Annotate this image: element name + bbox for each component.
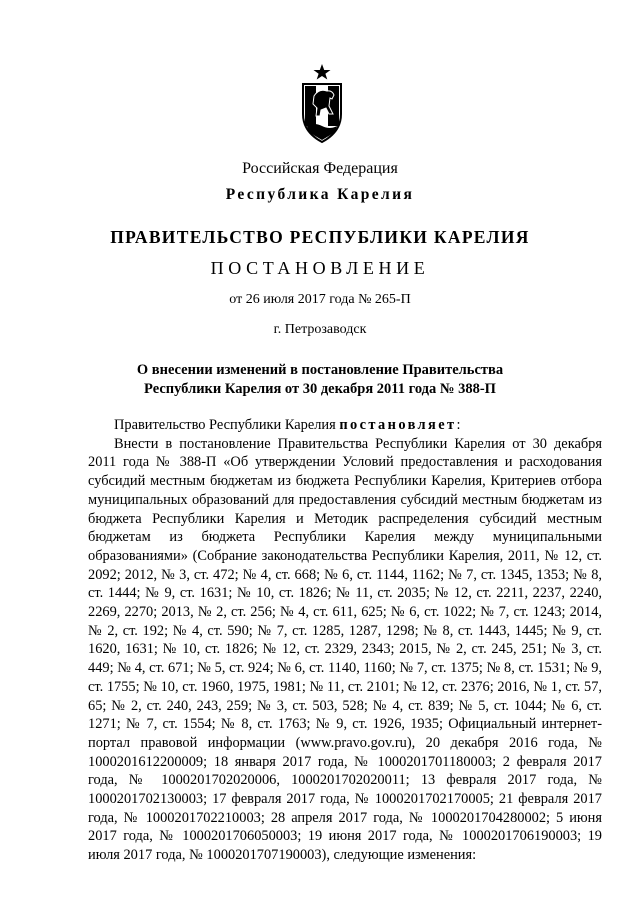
decree-title-line-1: О внесении изменений в постановление Правительства — [136, 362, 504, 378]
intro-verb: постановляет — [339, 417, 457, 433]
decree-body — [88, 416, 602, 865]
decree-title — [0, 361, 640, 399]
intro-subject: Правительство Республики Карелия — [114, 417, 340, 433]
intro-colon: : — [456, 417, 461, 433]
intro-paragraph — [88, 416, 602, 435]
federation-name: Российская Федерация — [242, 160, 398, 177]
karelia-coat-of-arms-icon — [299, 62, 345, 144]
decree-title-line-2: Республики Карелия от 30 декабря 2011 года № 388-П — [144, 381, 496, 397]
document-type: ПОСТАНОВЛЕНИЕ — [210, 258, 430, 278]
decree-date-number: от 26 июля 2017 года № 265-П — [229, 292, 411, 307]
republic-name: Республика Карелия — [225, 186, 415, 203]
main-paragraph: Внести в постановление Правительства Республики Карелия от 30 декабря 2011 года № 388-П «Об утверждении Условий предоставления и расходования субсидий местным бюджетам из бюджета Республики Карелия, Критериев отбора муниципальных образований для предоставления субсидий местным бюджетам из бюджета Республики Карелия и Методик распределения субсидий местным бюджетам из бюджета Республики Карелия между муниципальными образованиями» (Собрание законодательства Республики Карелия, 2011, № 12, ст. 2092; 2012, № 3, ст. 472; № 4, ст. 668; № 6, ст. 1144, 1162; № 7, ст. 1345, 1353; № 8, ст. 1444; № 9, ст. 1631; № 10, ст. 1826; № 11, ст. 2035; № 12, ст. 2211, 2237, 2240, 2269, 2270; 2013, № 2, ст. 256; № 4, ст. 611, 625; № 6, ст. 1022; № 7, ст. 1243; 2014, № 2, ст. 192; № 4, ст. 590; № 7, ст. 1285, 1287, 1298; № 8, ст. 1443, 1445; № 9, ст. 1620, 1631; № 10, ст. 1826; № 12, ст. 2329, 2343; 2015, № 2, ст. 245, 251; № 3, ст. 449; № 4, ст. 671; № 5, ст. 924; № 6, ст. 1140, 1160; № 7, ст. 1375; № 8, ст. 1531; № 9, ст. 1755; № 10, ст. 1960, 1975, 1981; № 11, ст. 2101; № 12, ст. 2376; 2016, № 1, ст. 57, 65; № 2, ст. 240, 243, 259; № 3, ст. 503, 528; № 4, ст. 839; № 5, ст. 1044; № 6, ст. 1271; № 7, ст. 1554; № 8, ст. 1763; № 9, ст. 1926, 1935; Официальный интернет-портал правовой информации (www.pravo.gov.ru), 20 декабря 2016 года, № 1000201612200009; 18 января 2017 года, № 1000201701180003; 2 февраля 2017 года, № 1000201702020006, 1000201702020011; 13 февраля 2017 года, № 1000201702130003; 17 февраля 2017 года, № 1000201702170005; 21 февраля 2017 года, № 1000201702210003; 28 апреля 2017 года, № 1000201704280002; 5 июня 2017 года, № 1000201706050003; 19 июня 2017 года, № 1000201706190003; 19 июля 2017 года, № 1000201707190003), следующие изменения: — [88, 435, 602, 864]
government-name: ПРАВИТЕЛЬСТВО РЕСПУБЛИКИ КАРЕЛИЯ — [110, 227, 530, 247]
city-name: г. Петрозаводск — [273, 322, 367, 337]
